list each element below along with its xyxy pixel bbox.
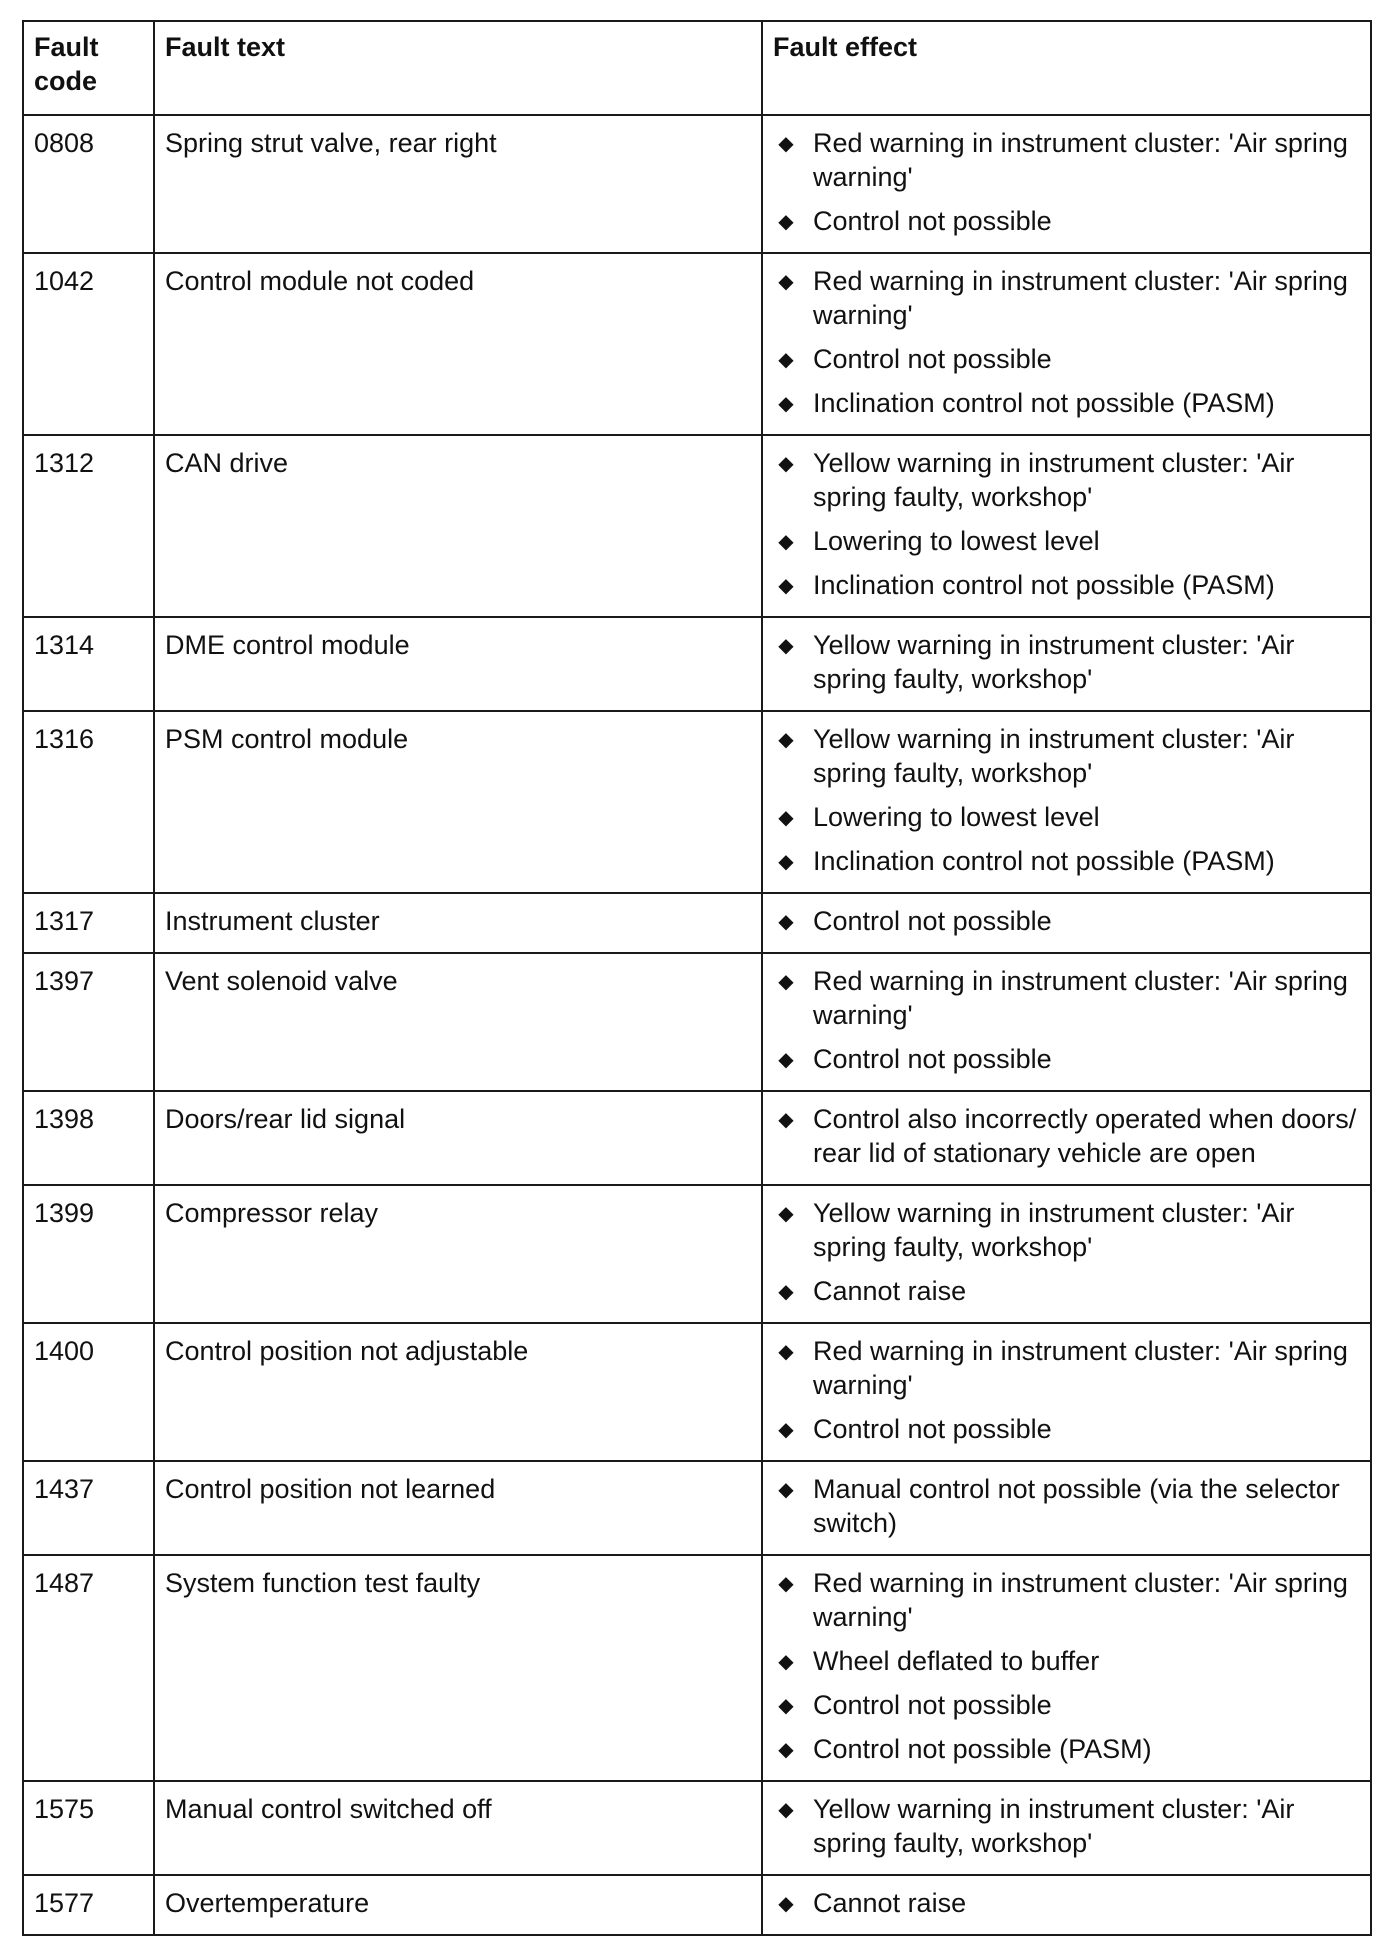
diamond-bullet-icon: ◆ [778, 1109, 794, 1131]
fault-effect-cell [762, 1185, 1371, 1323]
fault-effect-item [773, 800, 1362, 834]
fault-code-cell: 1397 [23, 953, 154, 1091]
fault-code-cell: 1575 [23, 1781, 154, 1875]
fault-code-cell: 1577 [23, 1875, 154, 1935]
fault-effect-item [773, 964, 1362, 1032]
fault-effect-text: Control not possible [813, 1690, 1052, 1720]
fault-effect-text: Control not possible [813, 1414, 1052, 1444]
fault-effect-text: Lowering to lowest level [813, 802, 1100, 832]
fault-code-cell: 1487 [23, 1555, 154, 1781]
fault-text-cell: Control position not learned [154, 1461, 762, 1555]
fault-effect-item [773, 342, 1362, 376]
diamond-bullet-icon: ◆ [778, 453, 794, 475]
fault-effect-item [773, 204, 1362, 238]
fault-effect-text: Red warning in instrument cluster: 'Air spring warning' [813, 966, 1348, 1030]
table-row [23, 1875, 1371, 1935]
fault-text-cell: Overtemperature [154, 1875, 762, 1935]
fault-effect-text: Control not possible (PASM) [813, 1734, 1152, 1764]
fault-effect-text: Yellow warning in instrument cluster: 'Air spring faulty, workshop' [813, 630, 1295, 694]
fault-code-cell: 1317 [23, 893, 154, 953]
fault-text-cell: Control position not adjustable [154, 1323, 762, 1461]
fault-code-cell: 1437 [23, 1461, 154, 1555]
fault-code-cell: 1314 [23, 617, 154, 711]
fault-effect-cell [762, 711, 1371, 893]
table-row [23, 1555, 1371, 1781]
fault-effect-text: Wheel deflated to buffer [813, 1646, 1100, 1676]
table-row [23, 1323, 1371, 1461]
table-body [23, 115, 1371, 1935]
fault-effect-list [773, 904, 1362, 938]
fault-code-cell: 0808 [23, 115, 154, 253]
fault-effect-list [773, 1792, 1362, 1860]
table-row [23, 1461, 1371, 1555]
fault-code-cell: 1316 [23, 711, 154, 893]
diamond-bullet-icon: ◆ [778, 851, 794, 873]
header-row [23, 21, 1371, 115]
fault-effect-cell [762, 617, 1371, 711]
fault-effect-cell [762, 1781, 1371, 1875]
fault-effect-list [773, 722, 1362, 878]
fault-effect-list [773, 1472, 1362, 1540]
fault-text-cell: Instrument cluster [154, 893, 762, 953]
fault-text-cell: Control module not coded [154, 253, 762, 435]
fault-effect-text: Yellow warning in instrument cluster: 'Air spring faulty, workshop' [813, 1794, 1295, 1858]
fault-effect-text: Yellow warning in instrument cluster: 'Air spring faulty, workshop' [813, 448, 1295, 512]
header-fault-text: Fault text [154, 21, 762, 115]
fault-code-table [22, 20, 1372, 1936]
table-row [23, 617, 1371, 711]
fault-effect-item [773, 1274, 1362, 1308]
fault-text-cell: Spring strut valve, rear right [154, 115, 762, 253]
fault-effect-list [773, 964, 1362, 1076]
fault-text-cell: Vent solenoid valve [154, 953, 762, 1091]
diamond-bullet-icon: ◆ [778, 211, 794, 233]
fault-effect-item [773, 628, 1362, 696]
table-row [23, 1091, 1371, 1185]
fault-effect-text: Red warning in instrument cluster: 'Air spring warning' [813, 266, 1348, 330]
fault-effect-cell [762, 1091, 1371, 1185]
diamond-bullet-icon: ◆ [778, 1695, 794, 1717]
fault-effect-item [773, 264, 1362, 332]
fault-effect-text: Red warning in instrument cluster: 'Air spring warning' [813, 1568, 1348, 1632]
diamond-bullet-icon: ◆ [778, 1739, 794, 1761]
fault-effect-item [773, 1042, 1362, 1076]
diamond-bullet-icon: ◆ [778, 393, 794, 415]
table-row [23, 115, 1371, 253]
diamond-bullet-icon: ◆ [778, 1049, 794, 1071]
fault-effect-item [773, 1472, 1362, 1540]
table-row [23, 253, 1371, 435]
fault-effect-list [773, 1886, 1362, 1920]
diamond-bullet-icon: ◆ [778, 635, 794, 657]
fault-effect-cell [762, 953, 1371, 1091]
fault-effect-list [773, 264, 1362, 420]
diamond-bullet-icon: ◆ [778, 271, 794, 293]
fault-text-cell: Doors/rear lid signal [154, 1091, 762, 1185]
fault-text-cell: CAN drive [154, 435, 762, 617]
fault-effect-item [773, 1196, 1362, 1264]
fault-effect-text: Red warning in instrument cluster: 'Air spring warning' [813, 1336, 1348, 1400]
fault-effect-item [773, 386, 1362, 420]
fault-effect-text: Manual control not possible (via the selector switch) [813, 1474, 1340, 1538]
fault-effect-item [773, 1688, 1362, 1722]
fault-effect-item [773, 904, 1362, 938]
fault-effect-text: Red warning in instrument cluster: 'Air spring warning' [813, 128, 1348, 192]
fault-effect-cell [762, 1555, 1371, 1781]
fault-effect-item [773, 568, 1362, 602]
table-row [23, 711, 1371, 893]
fault-effect-item [773, 1566, 1362, 1634]
fault-text-cell: DME control module [154, 617, 762, 711]
fault-effect-list [773, 126, 1362, 238]
diamond-bullet-icon: ◆ [778, 1281, 794, 1303]
table-row [23, 893, 1371, 953]
diamond-bullet-icon: ◆ [778, 971, 794, 993]
fault-effect-item [773, 1732, 1362, 1766]
diamond-bullet-icon: ◆ [778, 1479, 794, 1501]
fault-effect-text: Lowering to lowest level [813, 526, 1100, 556]
diamond-bullet-icon: ◆ [778, 1203, 794, 1225]
fault-effect-text: Control not possible [813, 206, 1052, 236]
fault-text-cell: Compressor relay [154, 1185, 762, 1323]
fault-effect-cell [762, 1461, 1371, 1555]
fault-effect-item [773, 1412, 1362, 1446]
diamond-bullet-icon: ◆ [778, 1651, 794, 1673]
fault-effect-item [773, 1334, 1362, 1402]
diamond-bullet-icon: ◆ [778, 349, 794, 371]
header-fault-code: Fault code [23, 21, 154, 115]
fault-effect-item [773, 126, 1362, 194]
fault-effect-list [773, 1102, 1362, 1170]
fault-effect-text: Cannot raise [813, 1276, 967, 1306]
fault-text-cell: PSM control module [154, 711, 762, 893]
fault-effect-list [773, 446, 1362, 602]
table-row [23, 1185, 1371, 1323]
fault-code-cell: 1398 [23, 1091, 154, 1185]
fault-effect-list [773, 628, 1362, 696]
fault-effect-cell [762, 435, 1371, 617]
fault-effect-cell [762, 253, 1371, 435]
table-header [23, 21, 1371, 115]
diamond-bullet-icon: ◆ [778, 807, 794, 829]
fault-code-cell: 1400 [23, 1323, 154, 1461]
table-row [23, 1781, 1371, 1875]
diamond-bullet-icon: ◆ [778, 1893, 794, 1915]
table-row [23, 435, 1371, 617]
fault-effect-text: Control also incorrectly operated when doors/ rear lid of stationary vehicle are open [813, 1104, 1357, 1168]
diamond-bullet-icon: ◆ [778, 729, 794, 751]
fault-text-cell: System function test faulty [154, 1555, 762, 1781]
fault-effect-cell [762, 1875, 1371, 1935]
fault-effect-text: Control not possible [813, 906, 1052, 936]
diamond-bullet-icon: ◆ [778, 1419, 794, 1441]
fault-effect-text: Control not possible [813, 1044, 1052, 1074]
fault-code-cell: 1312 [23, 435, 154, 617]
fault-effect-cell [762, 893, 1371, 953]
fault-effect-text: Cannot raise [813, 1888, 967, 1918]
fault-text-cell: Manual control switched off [154, 1781, 762, 1875]
fault-effect-list [773, 1566, 1362, 1766]
fault-code-cell: 1042 [23, 253, 154, 435]
fault-effect-text: Control not possible [813, 344, 1052, 374]
fault-effect-list [773, 1196, 1362, 1308]
fault-effect-list [773, 1334, 1362, 1446]
diamond-bullet-icon: ◆ [778, 911, 794, 933]
fault-effect-item [773, 722, 1362, 790]
fault-effect-text: Inclination control not possible (PASM) [813, 846, 1275, 876]
fault-effect-text: Yellow warning in instrument cluster: 'Air spring faulty, workshop' [813, 724, 1295, 788]
fault-code-cell: 1399 [23, 1185, 154, 1323]
fault-effect-text: Inclination control not possible (PASM) [813, 388, 1275, 418]
header-fault-effect: Fault effect [762, 21, 1371, 115]
fault-effect-item [773, 1886, 1362, 1920]
fault-effect-item [773, 524, 1362, 558]
fault-effect-item [773, 844, 1362, 878]
fault-effect-item [773, 1644, 1362, 1678]
fault-effect-item [773, 1792, 1362, 1860]
fault-effect-text: Yellow warning in instrument cluster: 'Air spring faulty, workshop' [813, 1198, 1295, 1262]
diamond-bullet-icon: ◆ [778, 1341, 794, 1363]
diamond-bullet-icon: ◆ [778, 1799, 794, 1821]
fault-effect-cell [762, 1323, 1371, 1461]
fault-effect-item [773, 446, 1362, 514]
fault-effect-text: Inclination control not possible (PASM) [813, 570, 1275, 600]
diamond-bullet-icon: ◆ [778, 531, 794, 553]
fault-effect-item [773, 1102, 1362, 1170]
diamond-bullet-icon: ◆ [778, 133, 794, 155]
diamond-bullet-icon: ◆ [778, 575, 794, 597]
table-row [23, 953, 1371, 1091]
diamond-bullet-icon: ◆ [778, 1573, 794, 1595]
fault-effect-cell [762, 115, 1371, 253]
